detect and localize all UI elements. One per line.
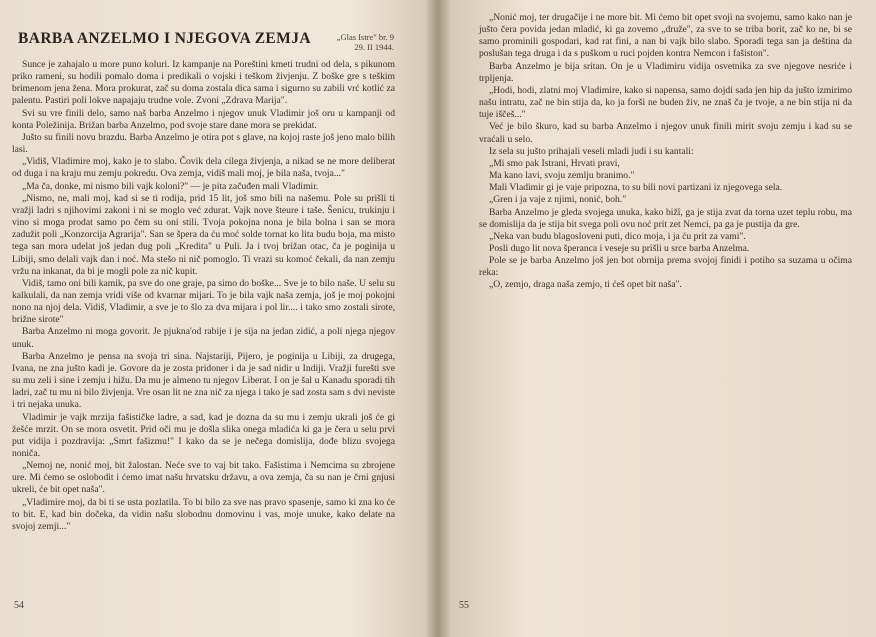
source-line-1: „Glas Istre" br. 9 <box>336 32 394 42</box>
paragraph: Ma kano lavi, svoju zemlju branimo." <box>489 170 635 182</box>
paragraph: „Vladimire moj, da bi ti se usta pozlatila. To bi bilo za sve nas pravo spasenje, samo ki zna ko će to bit. E, kad bin dočeka, da vidin našu slobodnu domovinu i vas, moje unuke, kako delate na svojoj zemji..." <box>12 496 395 532</box>
paragraph: „O, zemjo, draga naša zemjo, ti ćeš opet bit naša". <box>489 279 682 291</box>
paragraph: Vidiš, tamo oni bili kamik, pa sve do one graje, pa simo do boške... Sve je to bilo naše. U selu su kalkulali, da nan zemja vridi više od kvarnar mijari. To je bila vajk naša zemja, još je moj pokojni nono na njoj dela. Vidiš, Vladimir, a sve je to šlo za dva mijara i pol lir.... i tako smo zostali sirote, brižne sirote" <box>12 277 395 326</box>
paragraph: Mali Vladimir gi je vaje pripozna, to su bili novi partizani iz njegovega sela. <box>489 182 783 194</box>
right-body-text <box>479 12 852 292</box>
paragraph: Posli dugo lit nova šperanca i veseje su prišli u srce barba Anzelma. <box>489 242 750 254</box>
paragraph: Vladimir je vajk mrzija fašističke ladre, a sad, kad je dozna da su mu i zemju ukrali još će gi žešće mrzit. On se mora osvetit. Prid oči mu je došla slika onega mladića ki ga je čera u selu prvi put vidija i pozdravija: „Smrt fašizmu!" I kako da se je nečega domislija, dođe blizu svojega noniča. <box>12 411 395 459</box>
paragraph: Pole se je barba Anzelmo još jen bot obrnija prema svojoj finidi i potiho sa suzama u očima reka: <box>479 255 852 279</box>
source-citation <box>314 32 394 52</box>
paragraph: Jušto su finili novu brazdu. Barba Anzelmo je otira pot s glave, na kojoj raste još jeno malo bilih lasi. <box>12 131 395 156</box>
paragraph: „Nismo, ne, mali moj, kad si se ti rodija, prid 15 lit, još smo bili na našemu. Pole su prišli ti vražji ladri s njihovimi zakoni i ni se moglo već zdurat. Vajk nove šteure i taše. Šenicu, trukinju i vino si moga prodat samo po čem su oni stili. Tvoja pokojna nona je bila bolna i san se mora zadužit poli „Konzorcija Agrarija". San se špera da ću moć solde tornat ko lita budu boja, ma misto tega san mora udelat još jedan dug poli „Kredita" u Puli. Ja i tvoj brižan otac, ča je poginija u Libiji, smo delali vajk dan i noć. Ma stešo ni nič pomoglo. Ti vrazi su komoć čekali, da nan zemju vržu na inkanat, da bi je mogli pole za nič kupit. <box>12 192 395 277</box>
paragraph: Iz sela su jušto prihajali veseli mladi judi i su kantali: <box>489 145 694 157</box>
paragraph: Sunce je zahajalo u more puno koluri. Iz kampanje na Poreštini kmeti trudni od dela, s pikunom priko rameni, su hodili pomalo doma i predikali o vojski i teškom živjenju. Z boške gre s teškim brimenom jena žena. Mora prokurat, zač su doma zostala dica sama i sigurno su zabili vrć kotlić za palentu. Pastiri poli lokve napajaju trudne vole. Zvoni „Zdrava Marija". <box>12 59 395 107</box>
paragraph: „Gren i ja vaje z njimi, nonić, boh." <box>489 194 627 206</box>
paragraph: „Neka van budu blagosloveni puti, dico moja, i ja ću prit za vami". <box>489 230 746 242</box>
paragraph: Već je bilo škuro, kad su barba Anzelmo i njegov unuk finili mirit svoju zemju i kad su se vraćali u selo. <box>479 121 852 145</box>
paragraph: „Nonić moj, ter drugačije i ne more bit. Mi ćemo bit opet svoji na svojemu, samo kako nan je jušto čera povida jedan mladić, ki ga zovemo „druže", za sve to se triba borit, zač ko ne, bi se samo prominili gospodari, kad rat fini, a nan bi vajk bilo slabo. Sporadi tega san ja deština da poslušan tega druga i da s puškom u ruci pojden kontra Nemcon i fašiston". <box>479 12 852 60</box>
paragraph: „Ma ča, donke, mi nismo bili vajk koloni?" — je pita začuđen mali Vladimir. <box>22 180 319 192</box>
page-number-right: 55 <box>459 600 469 611</box>
paragraph: Svi su vre finili delo, samo naš barba Anzelmo i njegov unuk Vladimir još oru u kampanji od konta Poležinija. Brižan barba Anzelmo, pod svoje stare dane mora se prekidat. <box>12 107 395 131</box>
paragraph: „Hodi, hodi, zlatni moj Vladimire, kako si napensa, samo dojdi sada jen hip da jušto izmirimo našu intratu, zač ne bin stija da, ko ja forši ne buden živ, ne znaš ča je tvoje, a ne bin stija ni da tuje iščeš..." <box>479 84 852 121</box>
paragraph: Barba Anzelmo je gleda svojega unuka, kako bižî, ga je stija zvat da torna uzet teplu robu, ma se domislija da je stija bit svega poli ovu noć prit zet Nemci, pa ga je pustija da gre. <box>479 206 852 230</box>
paragraph: „Mi smo pak Istrani, Hrvati pravi, <box>489 157 620 169</box>
story-title: BARBA ANZELMO I NJEGOVA ZEMJA <box>18 30 311 47</box>
paragraph: „Nemoj ne, nonić moj, bit žalostan. Neće sve to vaj bit tako. Fašistima i Nemcima su zbrojene ure. Mi ćemo se oslobodit i ćemo imat našu hrvatsku državu, a ova zemja, ča su nan je črni gnjusi ukreli, će bit opet naša". <box>12 460 395 496</box>
left-body-text <box>12 59 395 533</box>
paragraph: „Vidiš, Vladimire moj, kako je to slabo. Čovik dela cilega živjenja, a nikad se ne more deliberat od duga i na kraju mu zemju pokredu. Ova zemja, vidiš mali moj, je bila naša, tvoja..." <box>12 156 395 180</box>
paragraph: Barba Anzelmo je pensa na svoja tri sina. Najstariji, Pijero, je poginija u Libiji, za drugega, Ivana, ne zna jušto kadi je. Govore da je zosta pridoner i da je sad nidir u Indiji. Vražji furešti sve su mu zeli i sine i zemju i hižu. Da mu je almeno tu njegov Liberat. I on je šal u Kanadu sporadi tih ladri, zač tu mu ni bilo živjenja. Vre osan lit ne zna nič za njega i tako je sad zosta sam s dvi neviste i tri nejaka unuka. <box>12 350 395 411</box>
left-page <box>0 0 437 637</box>
page-number-left: 54 <box>14 600 24 611</box>
title-row <box>18 26 394 58</box>
paragraph: Barba Anzelmo je bija sritan. On je u Vladimiru vidija osvetnika za sve njegove nesriće i trpljenja. <box>479 60 852 84</box>
paragraph: Barba Anzelmo ni moga govorit. Je pjukna'od rabije i je sija na jedan zidić, a poli njega njegov unuk. <box>12 326 395 350</box>
right-page <box>439 0 876 637</box>
source-line-2: 29. II 1944. <box>354 42 394 52</box>
